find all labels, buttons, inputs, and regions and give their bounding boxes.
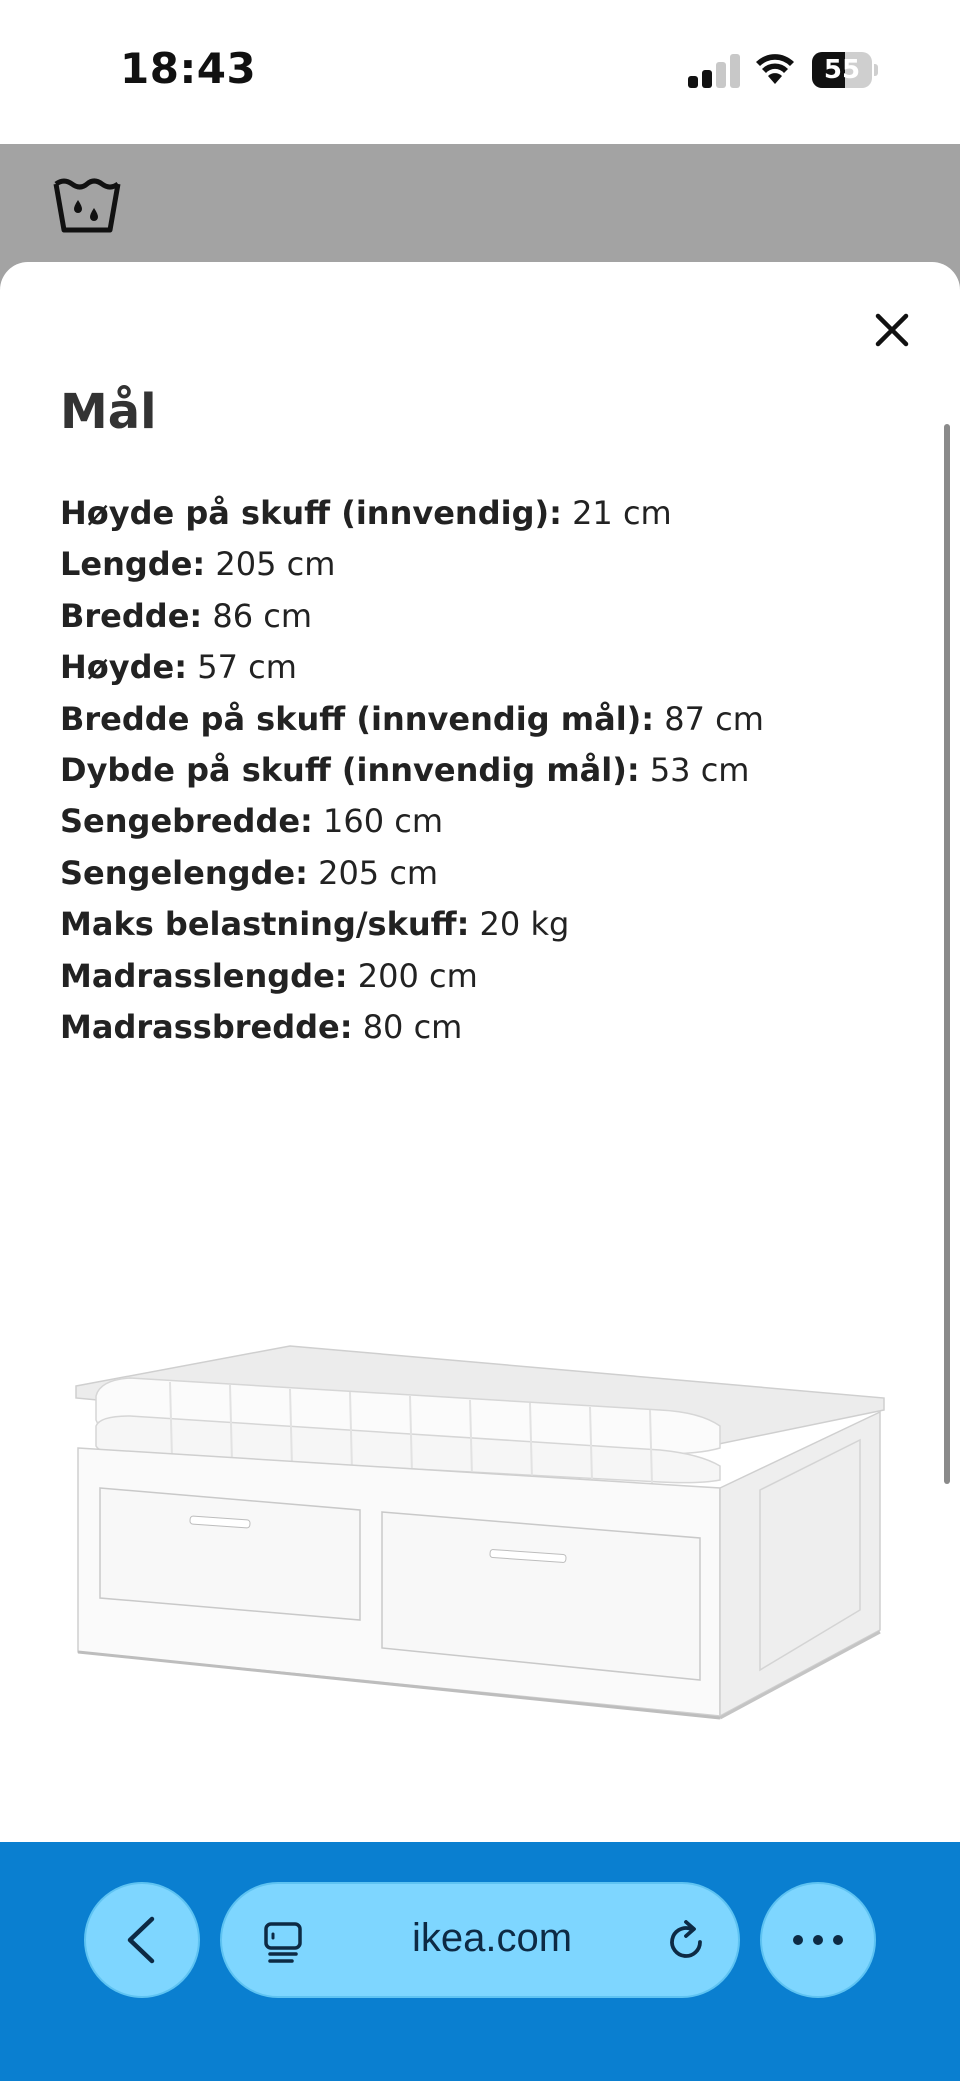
spec-list — [60, 488, 920, 1053]
spec-label: Bredde på skuff (innvendig mål): — [60, 699, 655, 738]
spec-label: Dybde på skuff (innvendig mål): — [60, 750, 640, 789]
spec-label: Maks belastning/skuff: — [60, 905, 470, 944]
spec-value: 57 cm — [187, 648, 297, 687]
address-bar[interactable] — [220, 1882, 740, 1998]
spec-value: 205 cm — [205, 545, 336, 584]
spec-value: 53 cm — [639, 750, 750, 789]
more-button[interactable] — [760, 1882, 876, 1998]
spec-row — [60, 899, 920, 950]
spec-row — [60, 848, 920, 899]
spec-row — [60, 1002, 920, 1053]
spec-label: Madrassbredde: — [60, 1007, 353, 1046]
spec-label: Madrasslengde: — [60, 956, 348, 995]
spec-value: 160 cm — [312, 802, 444, 841]
spec-label: Høyde: — [60, 648, 188, 687]
tabs-icon[interactable] — [262, 1920, 306, 1964]
close-button[interactable] — [862, 300, 922, 360]
spec-row — [60, 694, 920, 745]
status-bar — [0, 0, 960, 144]
spec-row — [60, 951, 920, 1002]
more-icon — [792, 1934, 844, 1946]
wash-icon — [52, 174, 122, 236]
product-image — [60, 1330, 900, 1730]
wifi-icon — [754, 50, 796, 88]
spec-row — [60, 488, 920, 539]
spec-value: 80 cm — [352, 1007, 463, 1046]
scrollbar[interactable] — [944, 424, 950, 1484]
url-text[interactable]: ikea.com — [411, 1916, 573, 1960]
signal-icon — [688, 54, 740, 88]
close-icon — [874, 312, 910, 348]
page-backdrop — [0, 144, 960, 264]
spec-row — [60, 745, 920, 796]
spec-row — [60, 591, 920, 642]
spec-value: 200 cm — [347, 956, 478, 995]
status-time: 18:43 — [120, 44, 257, 93]
battery-icon — [812, 52, 878, 88]
spec-value: 205 cm — [307, 853, 439, 892]
spec-label: Lengde: — [60, 545, 206, 584]
spec-row — [60, 539, 920, 590]
spec-row — [60, 642, 920, 693]
back-chevron-icon — [122, 1915, 162, 1965]
spec-label: Bredde: — [60, 596, 203, 635]
spec-label: Sengelengde: — [60, 853, 308, 892]
spec-value: 87 cm — [654, 699, 764, 738]
spec-row — [60, 796, 920, 847]
spec-value: 21 cm — [561, 494, 672, 532]
spec-value: 20 kg — [469, 905, 570, 944]
spec-label: Sengebredde: — [60, 802, 313, 841]
spec-value: 86 cm — [202, 596, 313, 635]
sheet-title: Mål — [60, 384, 157, 440]
battery-level: 55 — [823, 55, 861, 85]
reload-icon[interactable] — [664, 1920, 708, 1964]
back-button[interactable] — [84, 1882, 200, 1998]
spec-label: Høyde på skuff (innvendig): — [60, 494, 562, 532]
